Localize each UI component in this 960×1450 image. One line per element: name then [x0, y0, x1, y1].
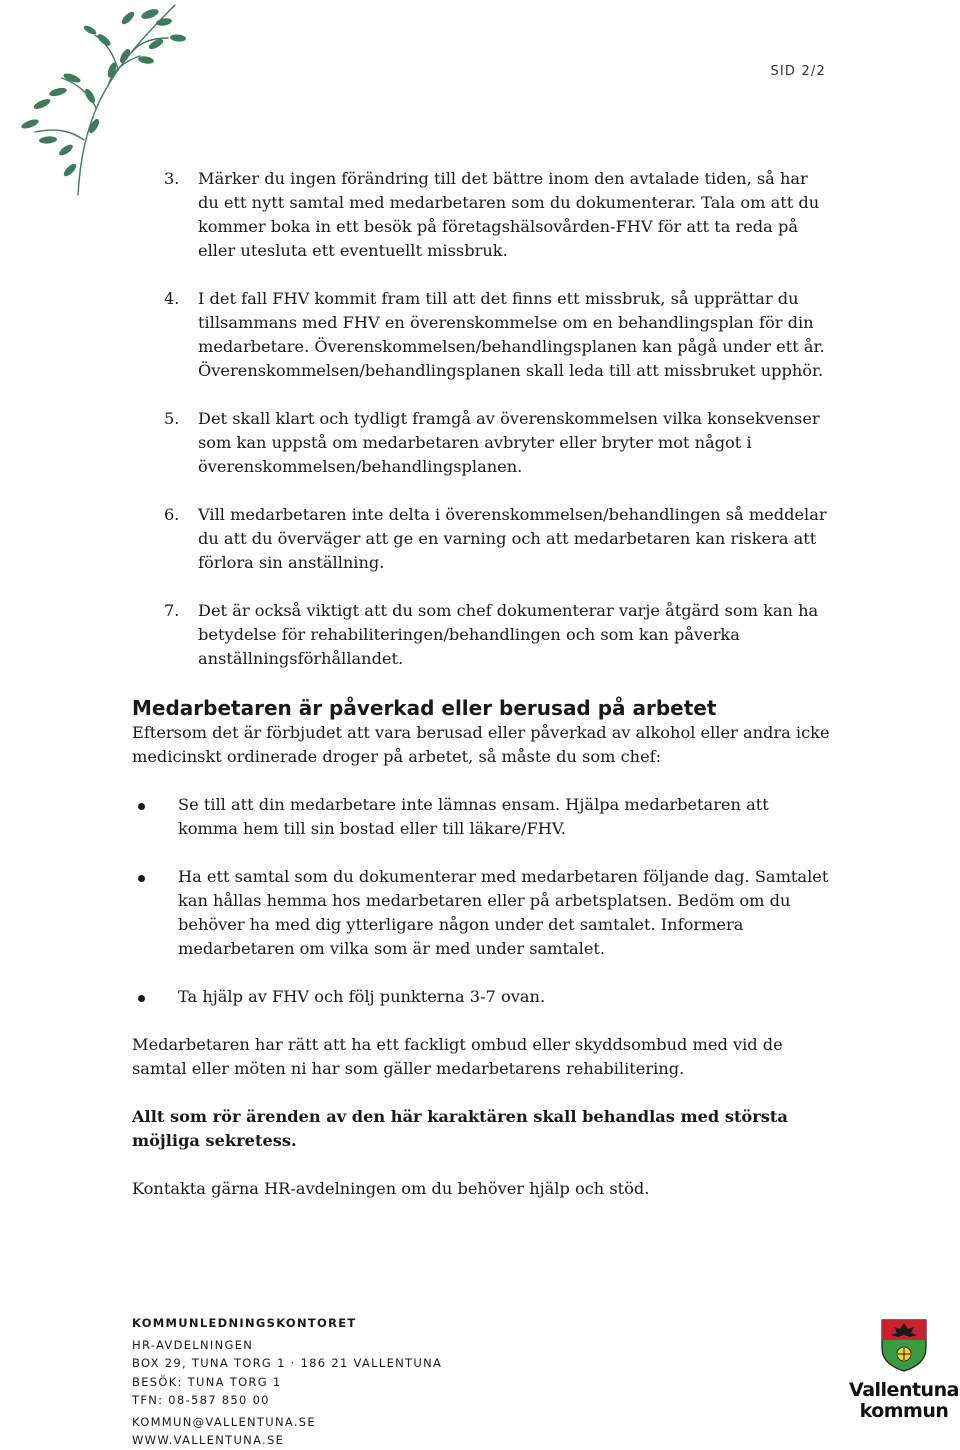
- rights-paragraph: Medarbetaren har rätt att ha ett fackligt ombud eller skyddsombud med vid de samtal eller möten ni har som gäller medarbetarens rehabilitering.: [132, 1035, 783, 1078]
- numbered-steps: [132, 167, 832, 671]
- item-number: 6.: [164, 505, 180, 524]
- confidentiality-notice: Allt som rör ärenden av den här karaktären skall behandlas med största möjliga sekretess.: [132, 1107, 788, 1150]
- item-number: 5.: [164, 409, 180, 428]
- footer-phone: TFN: 08-587 850 00: [132, 1393, 270, 1407]
- item-number: 7.: [164, 601, 180, 620]
- vallentuna-logo: [848, 1318, 960, 1422]
- section-intro: Eftersom det är förbjudet att vara berusad eller påverkad av alkohol eller andra icke medicinskt ordinerade droger på arbetet, så måste du som chef:: [132, 723, 830, 766]
- footer-email[interactable]: KOMMUN@VALLENTUNA.SE: [132, 1414, 316, 1429]
- list-item: [132, 407, 832, 479]
- footer-address-block: [132, 1314, 442, 1450]
- logo-wordmark-line2: kommun: [859, 1400, 949, 1422]
- item-number: 4.: [164, 289, 180, 308]
- item-text: I det fall FHV kommit fram till att det finns ett missbruk, så upprättar du tillsammans med FHV en överenskommelse om en behandlingsplan för din medarbetare. Överenskommelsen/behandlingsplanen kan pågå under ett år. Överenskommelsen/behandlingsplanen skall leda till att missbruket upphör.: [198, 289, 825, 380]
- item-text: Vill medarbetaren inte delta i överenskommelsen/behandlingen så meddelar du att du överväger att ge en varning och att medarbetaren kan riskera att förlora sin anställning.: [198, 505, 827, 572]
- bullet-item: [132, 865, 832, 961]
- bullet-icon: [138, 803, 145, 810]
- footer-postal-address: BOX 29, TUNA TORG 1 · 186 21 VALLENTUNA: [132, 1356, 443, 1370]
- document-body: [132, 167, 832, 1201]
- bullet-list: [132, 793, 832, 1009]
- list-item: [132, 599, 832, 671]
- bullet-item: [132, 985, 832, 1009]
- list-item: [132, 287, 832, 383]
- contact-paragraph: Kontakta gärna HR-avdelningen om du behöver hjälp och stöd.: [132, 1179, 650, 1198]
- logo-wordmark-line1: Vallentuna: [849, 1379, 959, 1401]
- list-item: [132, 167, 832, 263]
- footer-office: KOMMUNLEDNINGSKONTORET: [132, 1316, 357, 1330]
- item-text: Det skall klart och tydligt framgå av överenskommelsen vilka konsekvenser som kan uppstå om medarbetaren avbryter eller bryter mot något i överenskommelsen/behandlingsplanen.: [198, 409, 820, 476]
- bullet-icon: [138, 995, 145, 1002]
- bullet-text: Se till att din medarbetare inte lämnas ensam. Hjälpa medarbetaren att komma hem till sin bostad eller till läkare/FHV.: [178, 795, 769, 838]
- item-text: Det är också viktigt att du som chef dokumenterar varje åtgärd som kan ha betydelse för rehabiliteringen/behandlingen och som kan påverka anställningsförhållandet.: [198, 601, 819, 668]
- section-heading: Medarbetaren är påverkad eller berusad på arbetet: [132, 696, 717, 720]
- list-item: [132, 503, 832, 575]
- footer-website[interactable]: WWW.VALLENTUNA.SE: [132, 1433, 285, 1447]
- coat-of-arms-icon: [880, 1318, 928, 1372]
- page-number: SID 2/2: [770, 64, 826, 79]
- bullet-text: Ta hjälp av FHV och följ punkterna 3-7 ovan.: [178, 987, 546, 1006]
- item-text: Märker du ingen förändring till det bättre inom den avtalade tiden, så har du ett nytt samtal med medarbetaren som du dokumenterar. Tala om att du kommer boka in ett besök på företagshälsovården-FHV för att ta reda på eller utesluta ett eventuellt missbruk.: [198, 169, 820, 260]
- item-number: 3.: [164, 169, 180, 188]
- footer-department: HR-AVDELNINGEN: [132, 1337, 254, 1352]
- bullet-icon: [138, 875, 145, 882]
- bullet-text: Ha ett samtal som du dokumenterar med medarbetaren följande dag. Samtalet kan hållas hemma hos medarbetaren eller på arbetsplatsen. Bedöm om du behöver ha med dig ytterligare någon under det samtalet. Informera medarbetaren om vilka som är med under samtalet.: [178, 867, 829, 958]
- bullet-item: [132, 793, 832, 841]
- footer-visit-address: BESÖK: TUNA TORG 1: [132, 1374, 282, 1389]
